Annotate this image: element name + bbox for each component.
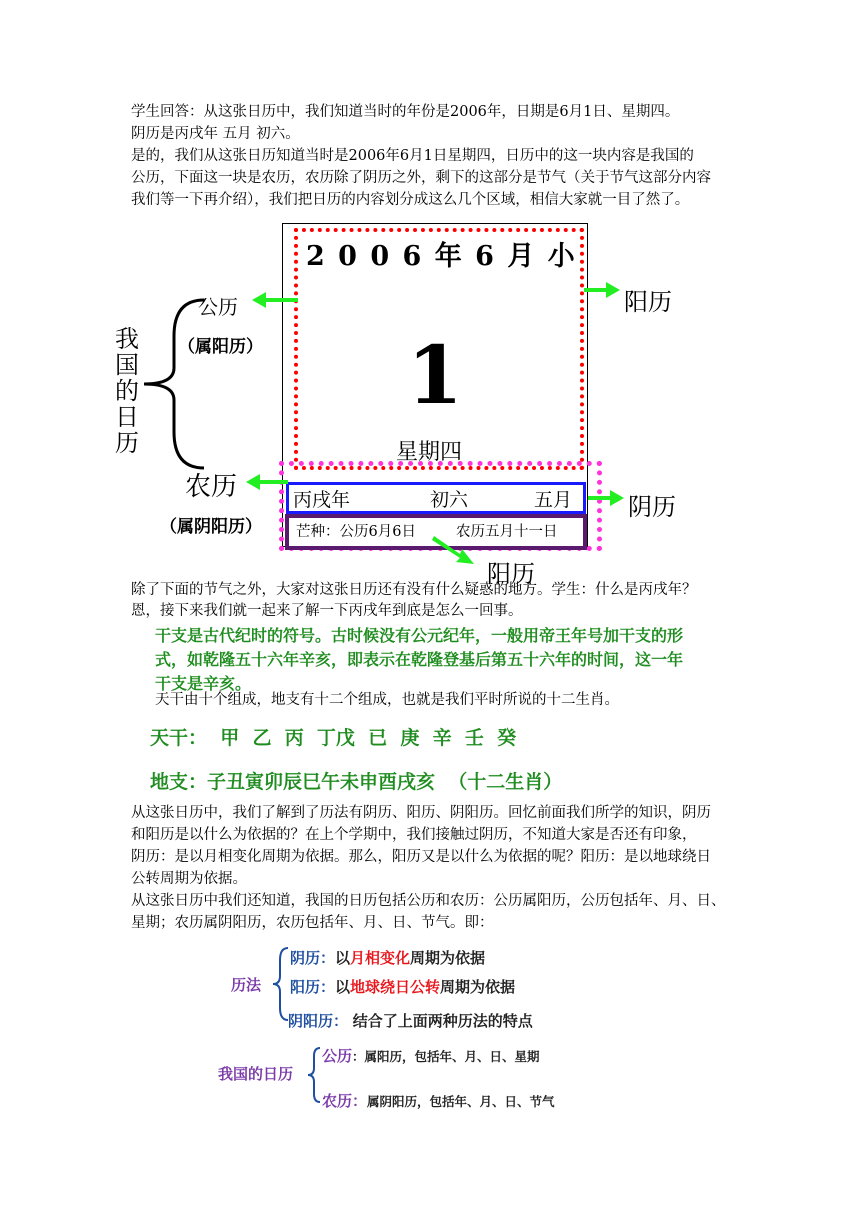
tiangan-line: 天干： 甲 乙 丙 丁戊 已 庚 辛 壬 癸	[150, 727, 517, 749]
wogu-gong-text: ：属阳历，包括年、月、日、星期	[352, 1049, 540, 1064]
arrow-down-right-icon	[430, 530, 476, 566]
lifa-yinyang-label: 阴阳历：	[288, 1012, 349, 1030]
dizhi-line: 地支：子丑寅卯辰巳午未申酉戌亥 （十二生肖）	[150, 771, 563, 793]
solar-term-lunar: 农历五月十一日	[456, 524, 558, 540]
intro-line-2: 阴历是丙戌年 五月 初六。	[131, 126, 300, 142]
lifa-yinyang-row	[288, 1010, 533, 1031]
ganzhi-line-2: 式，如乾隆五十六年辛亥，即表示在乾隆登基后第五十六年的时间，这一年	[155, 650, 684, 669]
yinli-label: 阴历	[628, 493, 676, 521]
intro-line-1: 学生回答：从这张日历中，我们知道当时的年份是2006年，日期是6月1日、星期四。	[131, 104, 680, 120]
lifa-yangli-post: 周期为依据	[440, 978, 516, 996]
lifa-yinyang-text: 结合了上面两种历法的特点	[352, 1012, 533, 1030]
lifa-label: 历法	[231, 976, 262, 994]
wogu-label: 我国的日历	[218, 1065, 294, 1083]
para2-line-1: 除了下面的节气之外，大家对这张日历还有没有什么疑惑的地方。学生：什么是丙戌年？	[131, 582, 697, 598]
wogu-nong-text: 属阴阳历，包括年、月、日、节气	[367, 1094, 555, 1109]
lifa-yinli-red: 月相变化	[350, 949, 411, 967]
tiangan-note: 天干由十个组成，地支有十二个组成，也就是我们平时所说的十二生肖。	[155, 692, 619, 708]
lunar-year: 丙戌年	[293, 489, 351, 511]
nongli-label: 农历	[185, 472, 238, 502]
brace-icon	[138, 296, 208, 472]
lifa-yangli-pre: 以	[335, 978, 351, 996]
yangli-bottom-label: 阳历	[487, 560, 535, 588]
wogu-gong-label: 公历	[322, 1047, 353, 1065]
calendar-weekday: 星期四	[396, 440, 463, 465]
arrow-right-icon	[582, 280, 622, 300]
calendar-header: 2 0 0 6 年 6 月 小	[306, 241, 577, 272]
arrow-right-icon	[586, 488, 626, 508]
intro-line-3: 是的，我们从这张日历知道当时是2006年6月1日星期四，日历中的这一块内容是我国的	[131, 148, 694, 164]
gongli-note: （属阳历）	[178, 337, 263, 357]
para3-line-1: 从这张日历中，我们了解到了历法有阴历、阳历、阴阳历。回忆前面我们所学的知识，阴历	[131, 805, 711, 821]
arrow-left-icon	[244, 472, 290, 492]
para3-line-2: 和阳历是以什么为依据的？在上个学期中，我们接触过阴历，不知道大家是否还有印象，	[131, 827, 697, 843]
para3-line-6: 星期；农历属阴阳历，农历包括年、月、日、节气。即：	[131, 915, 494, 931]
brace-icon	[306, 1046, 322, 1104]
lifa-yangli-row	[290, 976, 515, 997]
lunar-month: 五月	[534, 489, 573, 511]
calendar-day: 1	[407, 328, 463, 422]
brace-icon	[270, 946, 290, 1022]
lifa-yinli-pre: 以	[335, 949, 351, 967]
solar-term: 芒种：公历6月6日	[296, 524, 416, 540]
intro-line-4: 公历，下面这一块是农历，农历除了阴历之外，剩下的这部分是节气（关于节气这部分内容	[131, 170, 711, 186]
lifa-yinli-post: 周期为依据	[410, 949, 486, 967]
intro-line-5: 我们等一下再介绍），我们把日历的内容划分成这么几个区域，相信大家就一目了然了。	[131, 192, 690, 208]
lifa-yinli-label: 阴历：	[290, 949, 336, 967]
country-calendar-label: 我国的日历	[115, 325, 139, 457]
ganzhi-line-3: 干支是辛亥。	[155, 674, 252, 693]
wogu-gong-row	[322, 1045, 540, 1066]
para3-line-3: 阴历：是以月相变化周期为依据。那么，阳历又是以什么为依据的呢？阳历：是以地球绕日	[131, 849, 711, 865]
para3-line-5: 从这张日历中我们还知道，我国的日历包括公历和农历：公历属阳历，公历包括年、月、日、	[131, 893, 726, 909]
lifa-yangli-label: 阳历：	[290, 978, 336, 996]
lifa-yangli-red: 地球绕日公转	[350, 978, 441, 996]
lifa-yinli-row	[290, 947, 485, 968]
para2-line-2: 恩，接下来我们就一起来了解一下丙戌年到底是怎么一回事。	[131, 603, 523, 619]
wogu-nong-row	[322, 1090, 555, 1111]
nongli-note: （属阴阳历）	[160, 517, 262, 537]
ganzhi-line-1: 干支是古代纪时的符号。古时候没有公元纪年，一般用帝王年号加干支的形	[155, 626, 684, 645]
para3-line-4: 公转周期为依据。	[131, 871, 247, 887]
yangli-top-label: 阳历	[624, 288, 672, 316]
lunar-day: 初六	[430, 489, 469, 511]
gongli-label: 公历	[198, 295, 238, 319]
wogu-nong-label: 农历：	[322, 1092, 368, 1110]
arrow-left-icon	[250, 290, 300, 310]
